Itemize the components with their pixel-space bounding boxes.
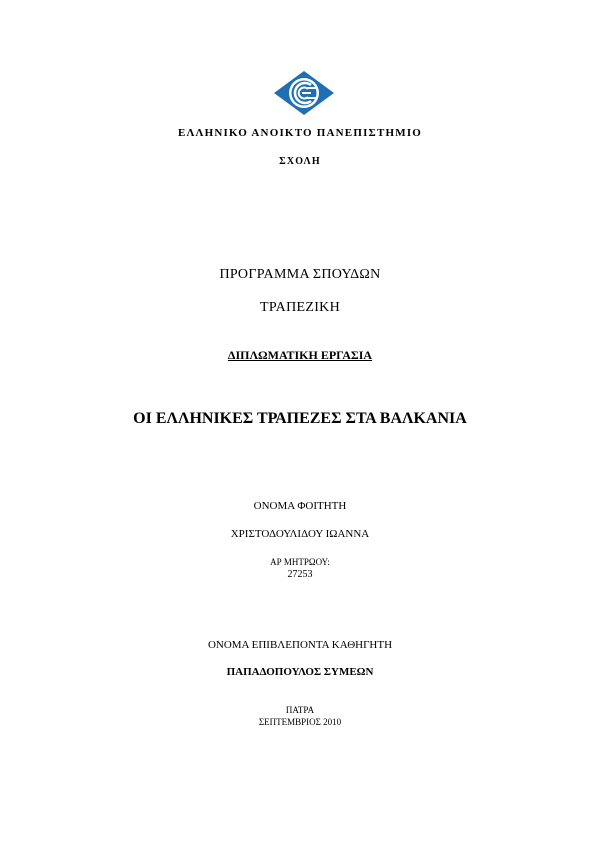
student-name: ΧΡΙΣΤΟΔΟΥΛΙΔΟΥ ΙΩΑΝΝΑ xyxy=(230,528,370,540)
supervisor-name: ΠΑΠΑΔΟΠΟΥΛΟΣ ΣΥΜΕΩΝ xyxy=(226,666,374,678)
thesis-title: ΟΙ ΕΛΛΗΝΙΚΕΣ ΤΡΑΠΕΖΕΣ ΣΤΑ ΒΑΛΚΑΝΙΑ xyxy=(133,410,467,427)
university-emblem-icon xyxy=(273,70,335,116)
supervisor-label: ΟΝΟΜΑ ΕΠΙΒΛΕΠΟΝΤΑ ΚΑΘΗΓΗΤΗ xyxy=(207,639,393,651)
university-name: ΕΛΛΗΝΙΚΟ ΑΝΟΙΚΤΟ ΠΑΝΕΠΙΣΤΗΜΙΟ xyxy=(177,127,423,139)
student-label: ΟΝΟΜΑ ΦΟΙΤΗΤΗ xyxy=(253,500,347,512)
registry-number: 27253 xyxy=(287,569,313,580)
program-of-study: ΠΡΟΓΡΑΜΜΑ ΣΠΟΥΔΩΝ xyxy=(219,267,381,282)
registry-label: ΑΡ ΜΗΤΡΩΟΥ: xyxy=(270,557,330,567)
date: ΣΕΠΤΕΜΒΡΙΟΣ 2010 xyxy=(258,717,342,727)
thesis-type: ΔΙΠΛΩΜΑΤΙΚΗ ΕΡΓΑΣΙΑ xyxy=(227,348,373,362)
school-name: ΣΧΟΛΗ xyxy=(279,156,321,167)
department-name: ΤΡΑΠΕΖΙΚΗ xyxy=(260,300,340,315)
city: ΠΑΤΡΑ xyxy=(285,705,315,715)
